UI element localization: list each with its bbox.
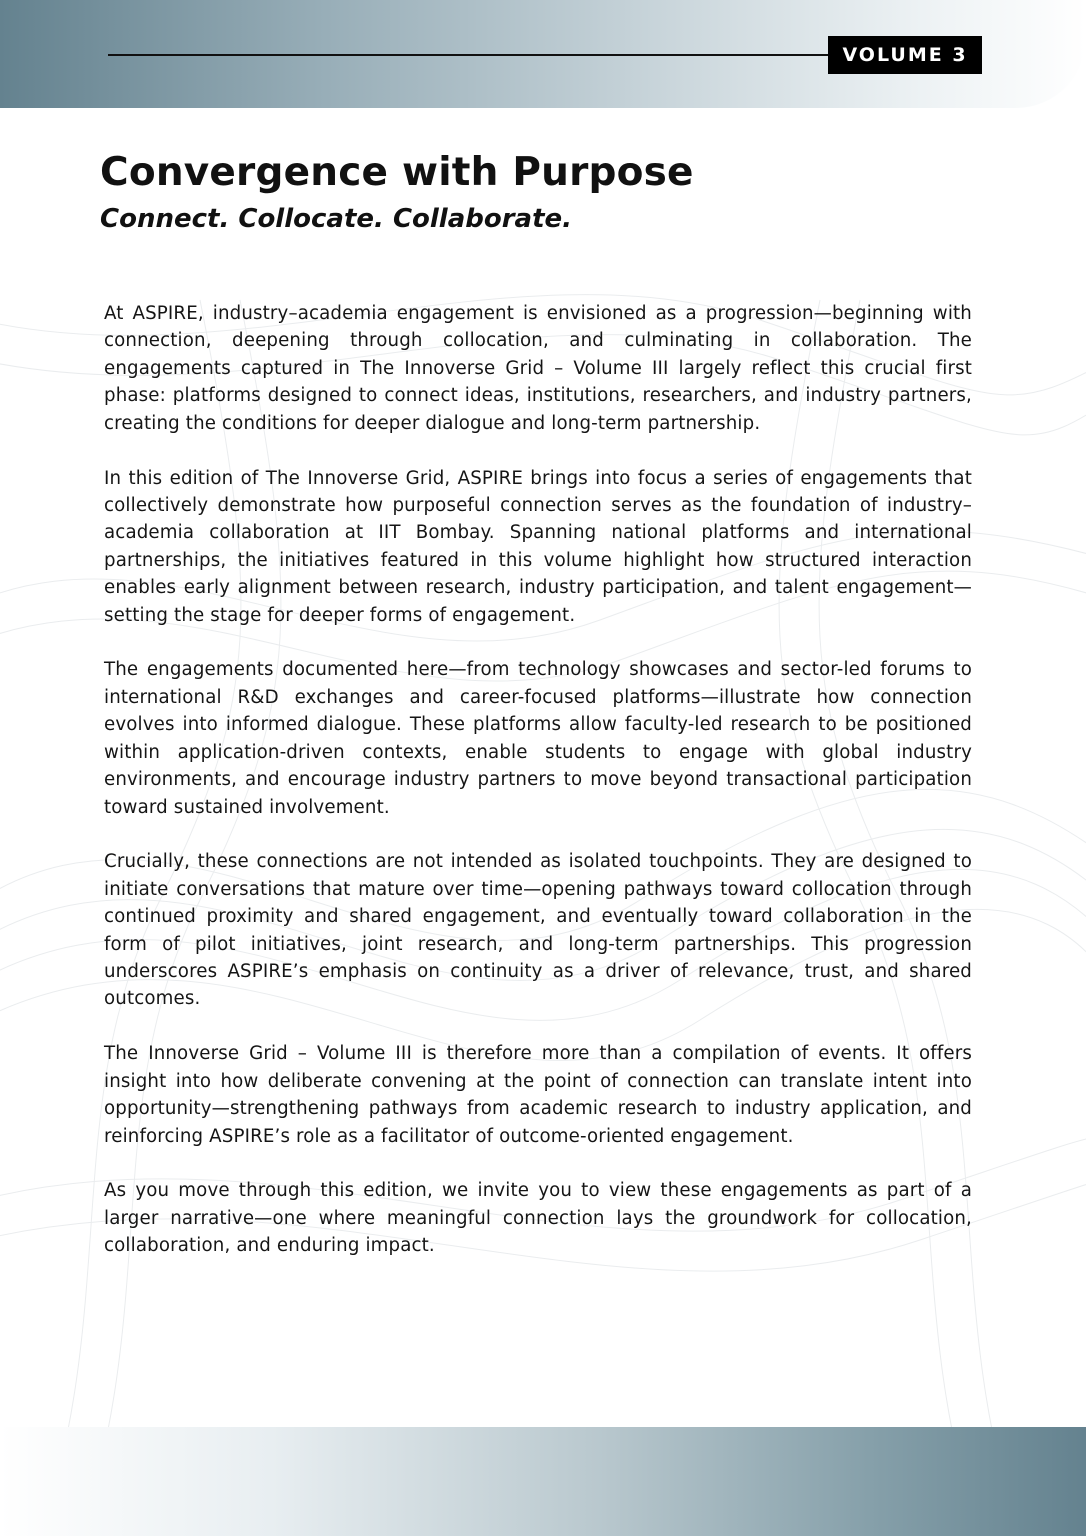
- paragraph: In this edition of The Innoverse Grid, ASPIRE brings into focus a series of engagements that collectively demonstrate how purposeful connection serves as the foundation of industry–academia collaboration at IIT Bombay. Spanning national platforms and international partnerships, the initiatives featured in this volume highlight how structured interaction enables early alignment between research, industry participation, and talent engagement—setting the stage for deeper forms of engagement.: [104, 467, 972, 626]
- volume-badge: VOLUME 3: [828, 36, 982, 74]
- paragraph: Crucially, these connections are not intended as isolated touchpoints. They are designed to initiate conversations that mature over time—opening pathways toward collocation through continued proximity and shared engagement, and eventually toward collaboration in the form of pilot initiatives, joint research, and long-term partnerships. This progression underscores ASPIRE’s emphasis on continuity as a driver of relevance, trust, and shared outcomes.: [104, 851, 972, 1010]
- header-rule: [108, 54, 830, 56]
- paragraph: At ASPIRE, industry–academia engagement is envisioned as a progression—beginning with connection, deepening through collocation, and culminating in collaboration. The engagements captured in The Innoverse Grid – Volume III largely reflect this crucial first phase: platforms designed to connect ideas, institutions, researchers, and industry partners, creating the conditions for deeper dialogue and long-term partnership.: [104, 303, 972, 434]
- paragraph: As you move through this edition, we invite you to view these engagements as part of a larger narrative—one where meaningful connection lays the groundwork for collocation, collaboration, and enduring impact.: [104, 1180, 972, 1257]
- paragraph: The Innoverse Grid – Volume III is therefore more than a compilation of events. It offers insight into how deliberate convening at the point of connection can translate intent into opportunity—strengthening pathways from academic research to industry application, and reinforcing ASPIRE’s role as a facilitator of outcome-oriented engagement.: [104, 1043, 972, 1147]
- page-subtitle: Connect. Collocate. Collaborate.: [100, 204, 573, 234]
- page-title: Convergence with Purpose: [100, 150, 694, 195]
- body-text: [104, 300, 972, 1287]
- paragraph: The engagements documented here—from technology showcases and sector-led forums to international R&D exchanges and career-focused platforms—illustrate how connection evolves into informed dialogue. These platforms allow faculty-led research to be positioned within application-driven contexts, enable students to engage with global industry environments, and encourage industry partners to move beyond transactional participation toward sustained involvement.: [104, 659, 972, 818]
- footer-band: [0, 1427, 1086, 1536]
